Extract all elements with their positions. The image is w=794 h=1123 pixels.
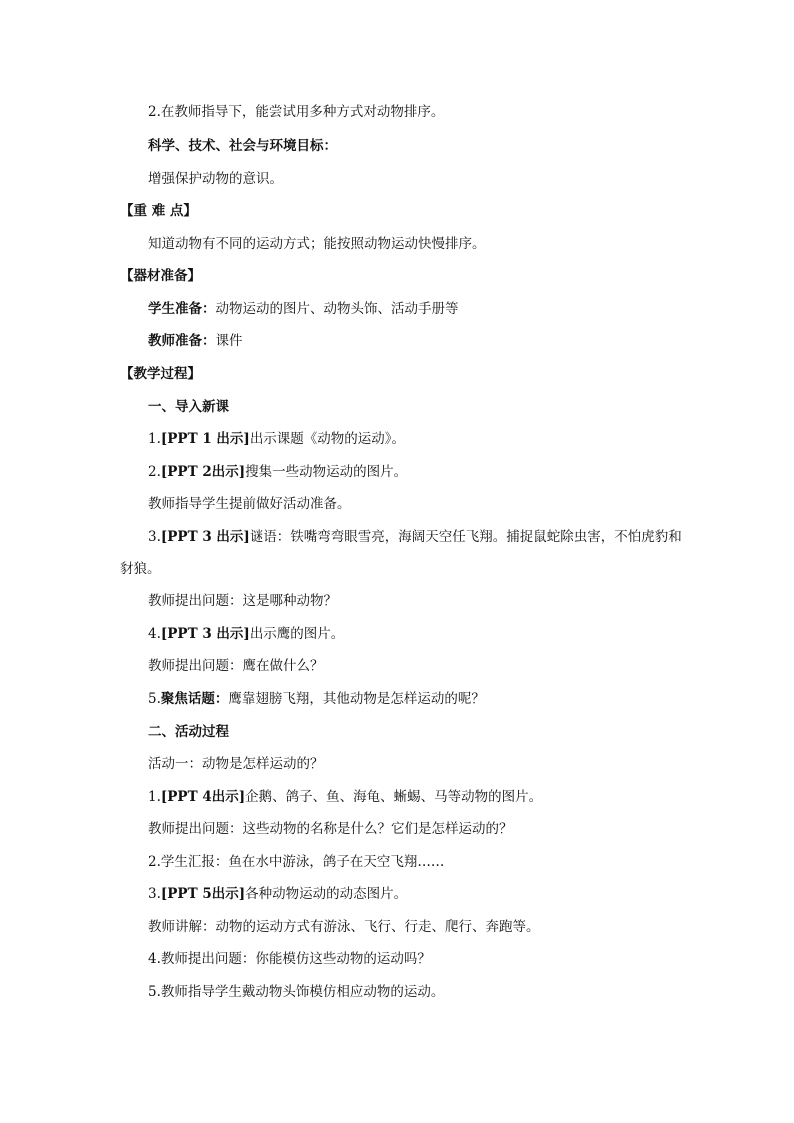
- activity-step-3: 3.[PPT 5出示]各种动物运动的动态图片。: [148, 886, 408, 902]
- activity-step-5: 5.教师指导学生戴动物头饰模仿相应动物的运动。: [148, 984, 445, 1000]
- intro-step-3-cont: 豺狼。: [120, 561, 161, 577]
- intro-question-2: 教师提出问题：鹰在做什么？: [148, 658, 324, 674]
- student-prep-line: 学生准备：动物运动的图片、动物头饰、活动手册等: [148, 301, 459, 317]
- activity-explanation: 教师讲解：动物的运动方式有游泳、飞行、行走、爬行、奔跑等。: [148, 919, 540, 935]
- key-points-text: 知道动物有不同的运动方式；能按照动物运动快慢排序。: [148, 236, 486, 252]
- objective-line-2: 2.在教师指导下，能尝试用多种方式对动物排序。: [148, 104, 445, 120]
- intro-step-3: 3.[PPT 3 出示]谜语：铁嘴弯弯眼雪亮，海阔天空任飞翔。捕捉鼠蛇除虫害，不怕虎豹和: [148, 529, 682, 545]
- section-intro-heading: 一、导入新课: [148, 399, 229, 415]
- activity-step-2: 2.学生汇报：鱼在水中游泳，鸽子在天空飞翔……: [148, 854, 445, 870]
- sts-goal-heading: 科学、技术、社会与环境目标：: [148, 138, 337, 154]
- teacher-prep-line: 教师准备：课件: [148, 333, 243, 349]
- activity-1-title: 活动一：动物是怎样运动的？: [148, 756, 324, 772]
- intro-step-2: 2.[PPT 2出示]搜集一些动物运动的图片。: [148, 464, 408, 480]
- intro-step-5: 5.聚焦话题：鹰靠翅膀飞翔，其他动物是怎样运动的呢？: [148, 691, 485, 707]
- activity-step-1: 1.[PPT 4出示]企鹅、鸽子、鱼、海龟、蜥蜴、马等动物的图片。: [148, 789, 543, 805]
- key-points-heading: 【重 难 点】: [120, 203, 197, 219]
- sts-goal-text: 增强保护动物的意识。: [148, 171, 283, 187]
- section-activity-heading: 二、活动过程: [148, 724, 229, 740]
- materials-heading: 【器材准备】: [120, 268, 201, 284]
- intro-step-1: 1.[PPT 1 出示]出示课题《动物的运动》。: [148, 431, 406, 447]
- intro-question-1: 教师提出问题：这是哪种动物？: [148, 593, 337, 609]
- process-heading: 【教学过程】: [120, 366, 201, 382]
- intro-teacher-guide: 教师指导学生提前做好活动准备。: [148, 496, 351, 512]
- intro-step-4: 4.[PPT 3 出示]出示鹰的图片。: [148, 626, 345, 642]
- activity-question-1: 教师提出问题：这些动物的名称是什么？它们是怎样运动的？: [148, 821, 513, 837]
- activity-step-4: 4.教师提出问题：你能模仿这些动物的运动吗？: [148, 951, 431, 967]
